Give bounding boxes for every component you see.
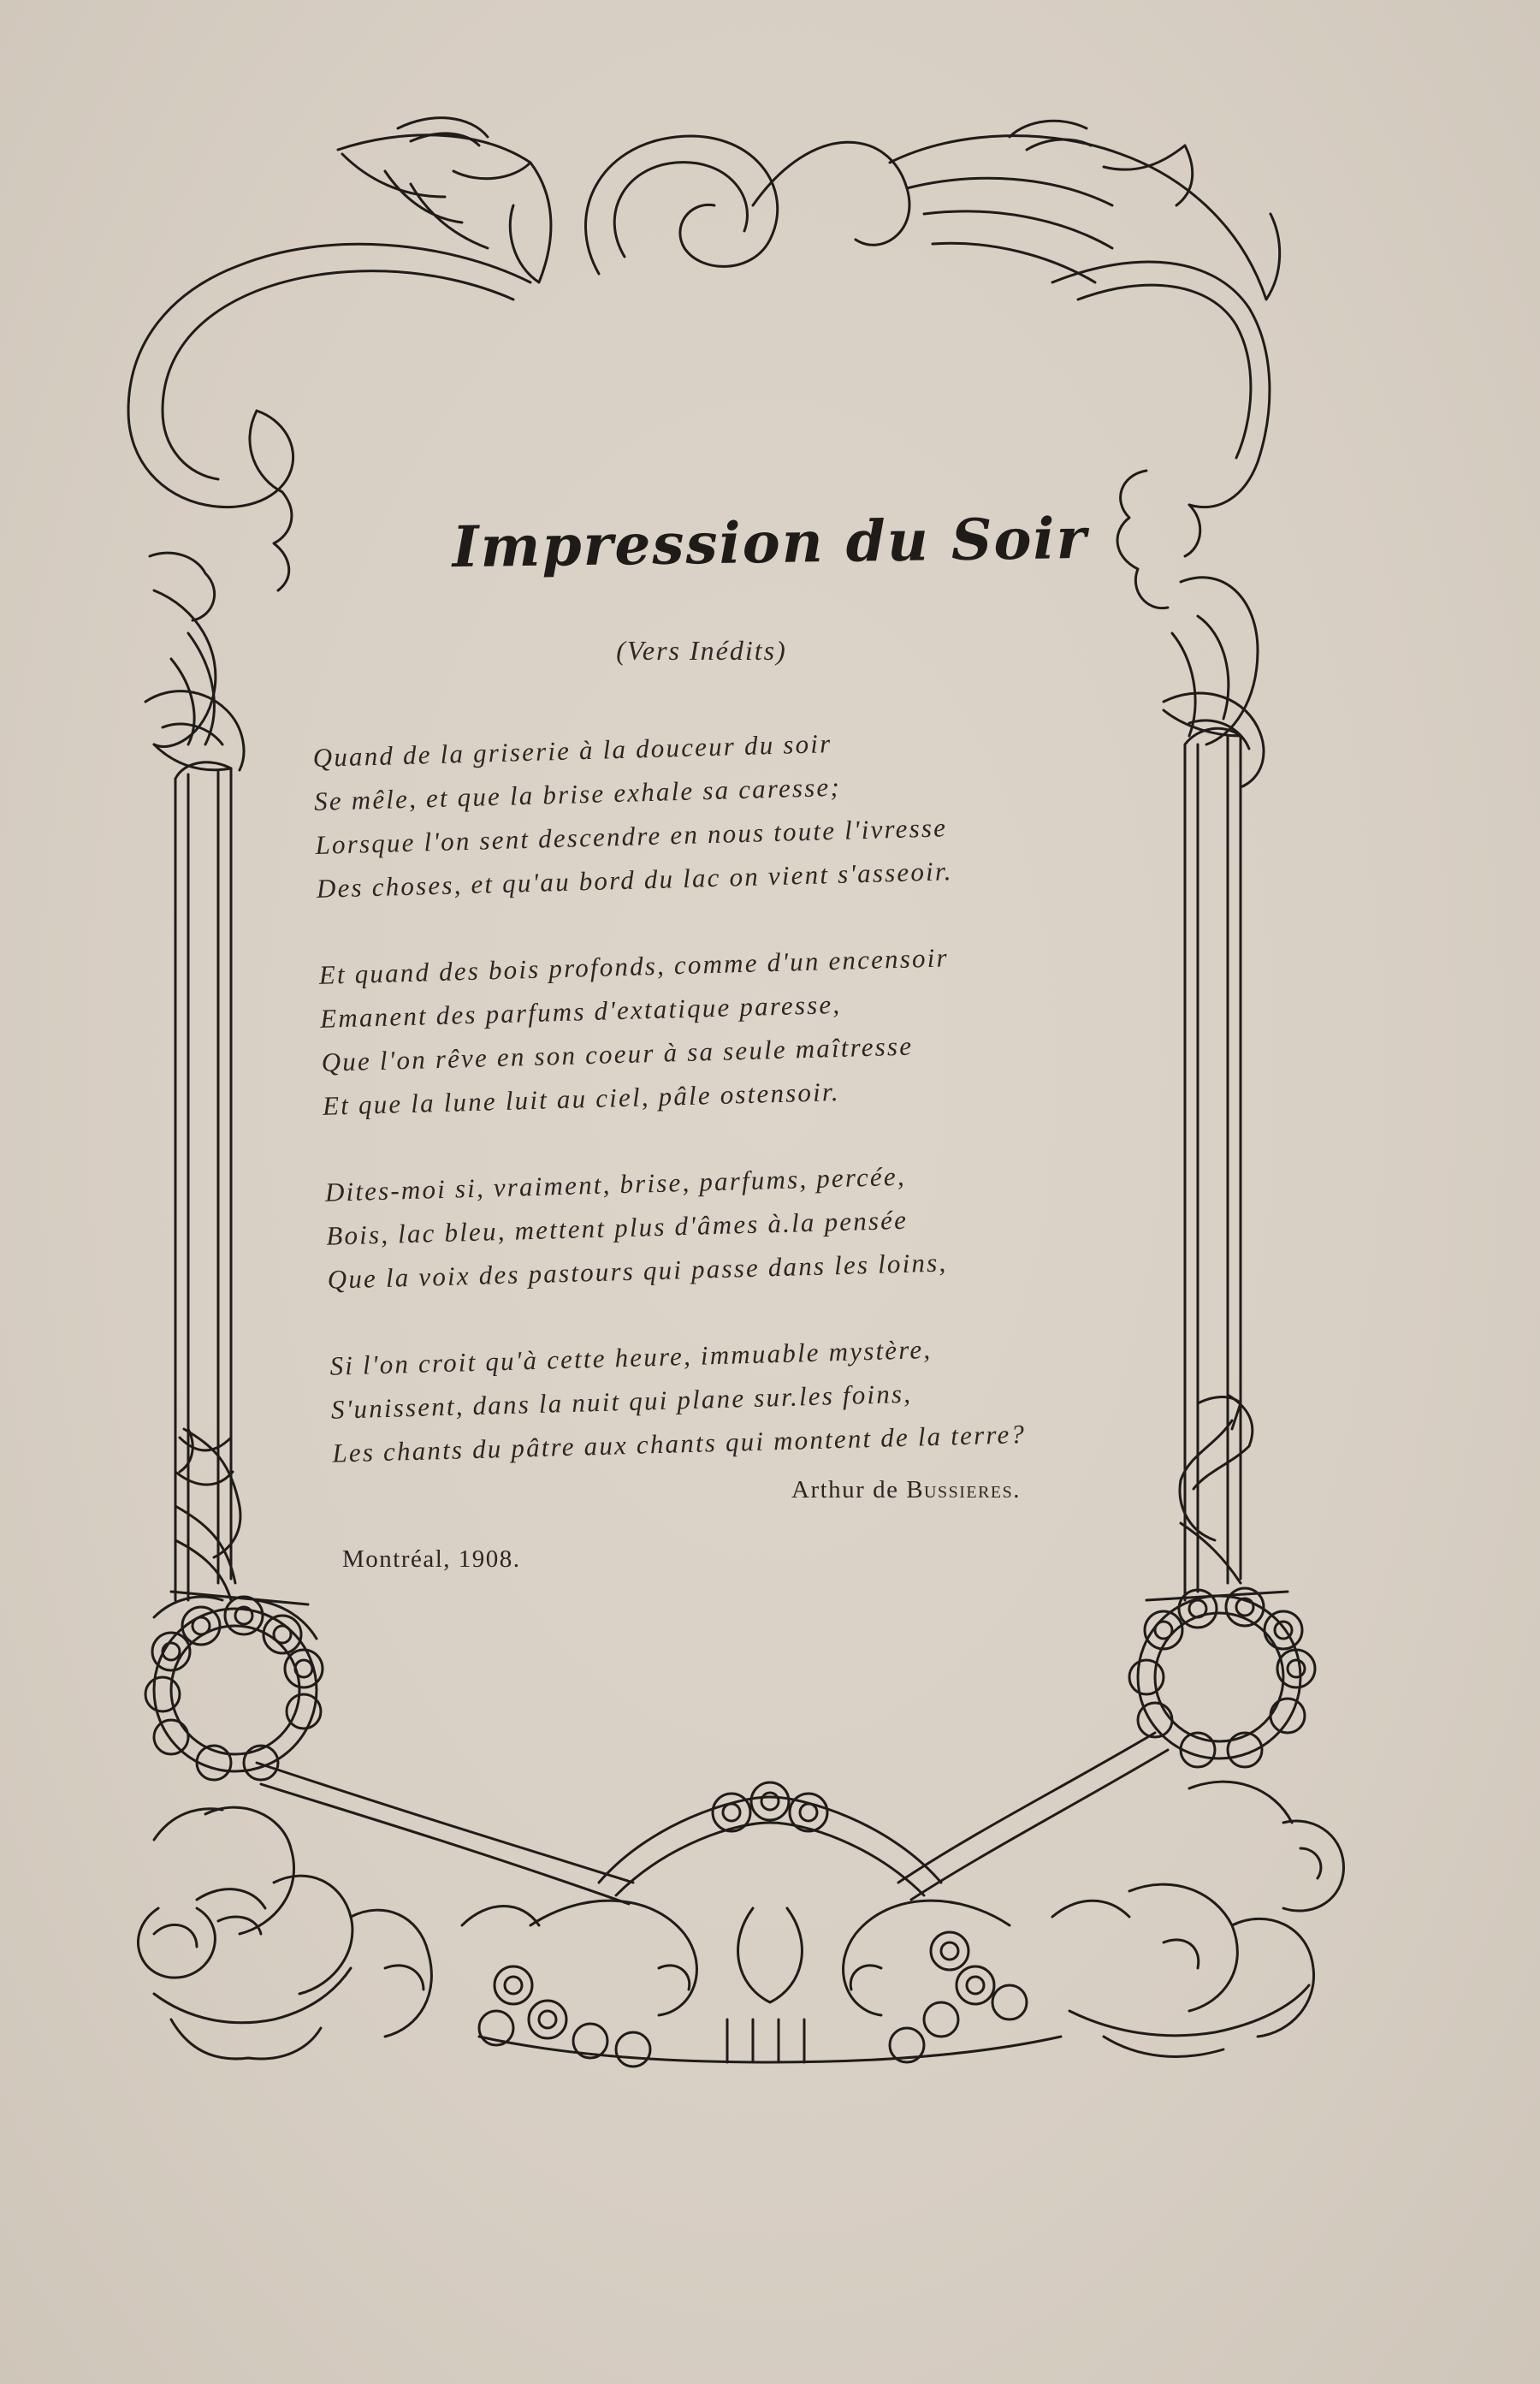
place-date: Montréal, 1908. [342, 1545, 521, 1573]
bottom-left-acanthus [139, 1807, 432, 2059]
poem-subtitle: (Vers Inédits) [616, 635, 787, 666]
stanza [312, 712, 1172, 910]
verse-line: Les chants du pâtre aux chants qui montent de la terre? [331, 1419, 1027, 1468]
poem-title: Impression du Soir [452, 504, 1088, 581]
stanza [329, 1320, 1188, 1475]
verse-line: S'unissent, dans la nuit qui plane sur.les foins, [330, 1378, 913, 1425]
verse-line: Bois, lac bleu, mettent plus d'âmes à.la pensée [325, 1204, 909, 1251]
author-first-name: Arthur de [791, 1476, 899, 1503]
left-pillar [154, 744, 240, 1600]
stanza [318, 929, 1178, 1128]
bottom-center-cartouche [462, 1782, 1061, 2067]
verse-line: Et quand des bois profonds, comme d'un encensoir [318, 942, 950, 990]
right-rose-wreath [1129, 1588, 1315, 1767]
verse-line: Des choses, et qu'au bord du lac on vient s'asseoir. [316, 856, 954, 904]
top-left-scroll [128, 244, 530, 770]
verse-line: Lorsque l'on sent descendre en nous toute l'ivresse [315, 812, 948, 860]
verse-line: Et que la lune luit au ciel, pâle ostensoir. [322, 1076, 841, 1121]
stanza [324, 1147, 1183, 1302]
verse-line: Que la voix des pastours qui passe dans les loins, [327, 1247, 948, 1295]
verse-line: Que l'on rêve en son coeur à sa seule maîtresse [321, 1030, 914, 1077]
verse-line: Dites-moi si, vraiment, brise, parfums, percée, [324, 1160, 907, 1207]
author-signature [791, 1476, 1021, 1504]
verse-line: Emanent des parfums d'extatique paresse, [319, 988, 842, 1034]
verse-line: Si l'on croit qu'à cette heure, immuable mystère, [329, 1334, 933, 1381]
left-rose-wreath [145, 1592, 323, 1780]
top-crest-ornament [338, 118, 1280, 299]
verse-line: Quand de la griserie à la douceur du soir [312, 728, 832, 773]
verse-line: Se mêle, et que la brise exhale sa caresse; [313, 771, 842, 816]
bottom-right-acanthus [1052, 1782, 1343, 2056]
author-last-name: Bussieres. [906, 1476, 1022, 1503]
poem-body [312, 712, 1189, 1518]
